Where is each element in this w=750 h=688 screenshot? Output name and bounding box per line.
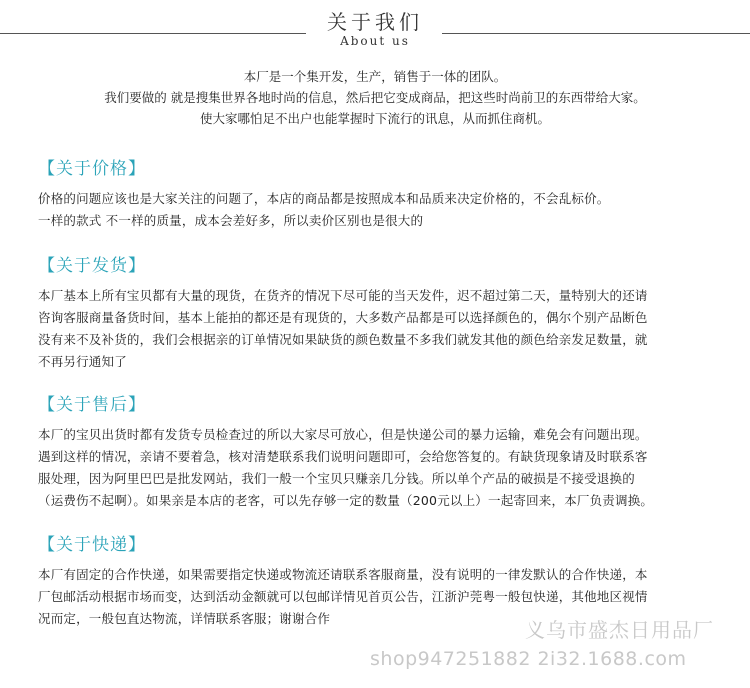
section-line: 价格的问题应该也是大家关注的问题了，本店的商品都是按照成本和品质来决定价格的，不会乱标价。	[38, 191, 610, 206]
section-heading-express: 【关于快递】	[38, 535, 146, 555]
section-line: 本厂的宝贝出货时都有发货专员检查过的所以大家尽可放心，但是快递公司的暴力运输，难免会有问题出现。	[38, 427, 648, 442]
watermark-url: shop947251882 2i32.1688.com	[370, 648, 687, 670]
section-line: 服处理，因为阿里巴巴是批发网站，我们一般一个宝贝只赚亲几分钱。所以单个产品的破损是不接受退换的	[38, 471, 635, 486]
intro-block	[0, 66, 750, 129]
intro-line: 本厂是一个集开发，生产，销售于一体的团队。	[243, 69, 507, 84]
intro-line: 我们要做的 就是搜集世界各地时尚的信息，然后把它变成商品，把这些时尚前卫的东西带给大家。	[104, 90, 646, 105]
section-line: 厂包邮活动根据市场而变，达到活动金额就可以包邮详情见首页公告，江浙沪莞粤一般包快递，其他地区视情	[38, 589, 648, 604]
section-line: 一样的款式 不一样的质量，成本会差好多，所以卖价区别也是很大的	[38, 213, 424, 228]
section-body-after-sales	[38, 424, 728, 512]
section-body-shipping	[38, 285, 728, 373]
section-body-price	[38, 188, 728, 232]
section-shipping	[38, 255, 728, 373]
section-line: 不再另行通知了	[38, 354, 127, 369]
intro-line: 使大家哪怕足不出户也能掌握时下流行的讯息，从而抓住商机。	[199, 111, 550, 126]
page-subtitle: About us	[340, 34, 410, 48]
page-title: 关于我们	[327, 10, 423, 34]
section-line: 没有来不及补货的，我们会根据亲的订单情况如果缺货的颜色数量不多我们就发其他的颜色给亲发足数量，就	[38, 332, 648, 347]
section-line: 本厂基本上所有宝贝都有大量的现货，在货齐的情况下尽可能的当天发件，迟不超过第二天，量特别大的还请	[38, 288, 648, 303]
section-line: （运费伤不起啊）。如果亲是本店的老客，可以先存够一定的数量（200元以上）一起寄回来，本厂负责调换。	[38, 493, 654, 508]
watermark-company: 义乌市盛杰日用品厂	[525, 618, 714, 642]
section-after-sales	[38, 394, 728, 512]
section-line: 遇到这样的情况，亲请不要着急，核对清楚联系我们说明问题即可，会给您答复的。有缺货现象请及时联系客	[38, 449, 648, 464]
section-line: 况而定，一般包直达物流，详情联系客服；谢谢合作	[38, 611, 331, 626]
section-heading-shipping: 【关于发货】	[38, 256, 146, 276]
section-line: 本厂有固定的合作快递，如果需要指定快递或物流还请联系客服商量，没有说明的一律发默认的合作快递，本	[38, 567, 648, 582]
section-heading-after-sales: 【关于售后】	[38, 395, 146, 415]
header-divider-right	[442, 33, 750, 34]
page-header	[0, 0, 750, 56]
section-line: 咨询客服商量备货时间，基本上能拍的都还是有现货的，大多数产品都是可以选择颜色的，偶尔个别产品断色	[38, 310, 648, 325]
section-price	[38, 158, 728, 232]
section-heading-price: 【关于价格】	[38, 159, 146, 179]
